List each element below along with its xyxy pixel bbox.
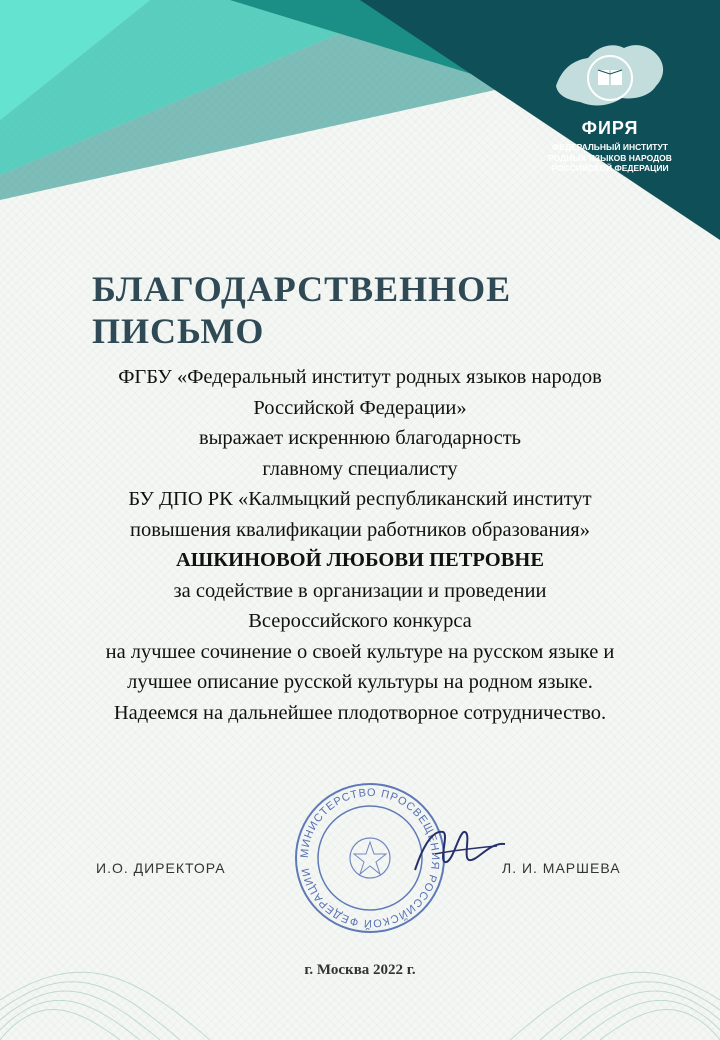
stamp-ring-text: МИНИСТЕРСТВО ПРОСВЕЩЕНИЯ РОССИЙСКОЙ ФЕДЕРАЦИИ	[298, 786, 442, 930]
recipient-name: АШКИНОВОЙ ЛЮБОВИ ПЕТРОВНЕ	[175, 549, 545, 571]
body-line: Всероссийского конкурса	[248, 610, 472, 632]
signature-mark	[405, 810, 515, 890]
body-line: Российской Федерации»	[253, 396, 467, 419]
body-line: выражает искреннюю благодарность	[198, 427, 522, 449]
body-line: главному специалисту	[262, 457, 458, 480]
body-line: на лучшее сочинение о своей культуре на русском языке и	[105, 640, 615, 663]
signer-position: И.О. ДИРЕКТОРА	[96, 860, 226, 876]
place-date: г. Москва 2022 г.	[304, 962, 416, 978]
logo-title: ФИРЯ	[581, 118, 639, 138]
body-line: Надеемся на дальнейшее плодотворное сотрудничество.	[113, 701, 607, 724]
signer-name: Л. И. МАРШЕВА	[502, 860, 621, 876]
body-line: лучшее описание русской культуры на родном языке.	[127, 671, 593, 693]
russia-map-icon	[550, 38, 670, 116]
body-line: за содействие в организации и проведении	[173, 579, 547, 602]
ornament-left	[0, 950, 230, 1040]
body-line: ФГБУ «Федеральный институт родных языков народов	[118, 366, 602, 388]
ornament-right	[490, 950, 720, 1040]
body-line: БУ ДПО РК «Калмыцкий республиканский институт	[128, 488, 592, 510]
body-line: повышения квалификации работников образования»	[130, 518, 590, 541]
letter-body	[30, 362, 690, 728]
logo-subtitle: ФЕДЕРАЛЬНЫЙ ИНСТИТУТ РОДНЫХ ЯЗЫКОВ НАРОДОВ РОССИЙСКОЙ ФЕДЕРАЦИИ	[548, 142, 672, 173]
document-title: БЛАГОДАРСТВЕННОЕ ПИСЬМО	[92, 269, 512, 351]
